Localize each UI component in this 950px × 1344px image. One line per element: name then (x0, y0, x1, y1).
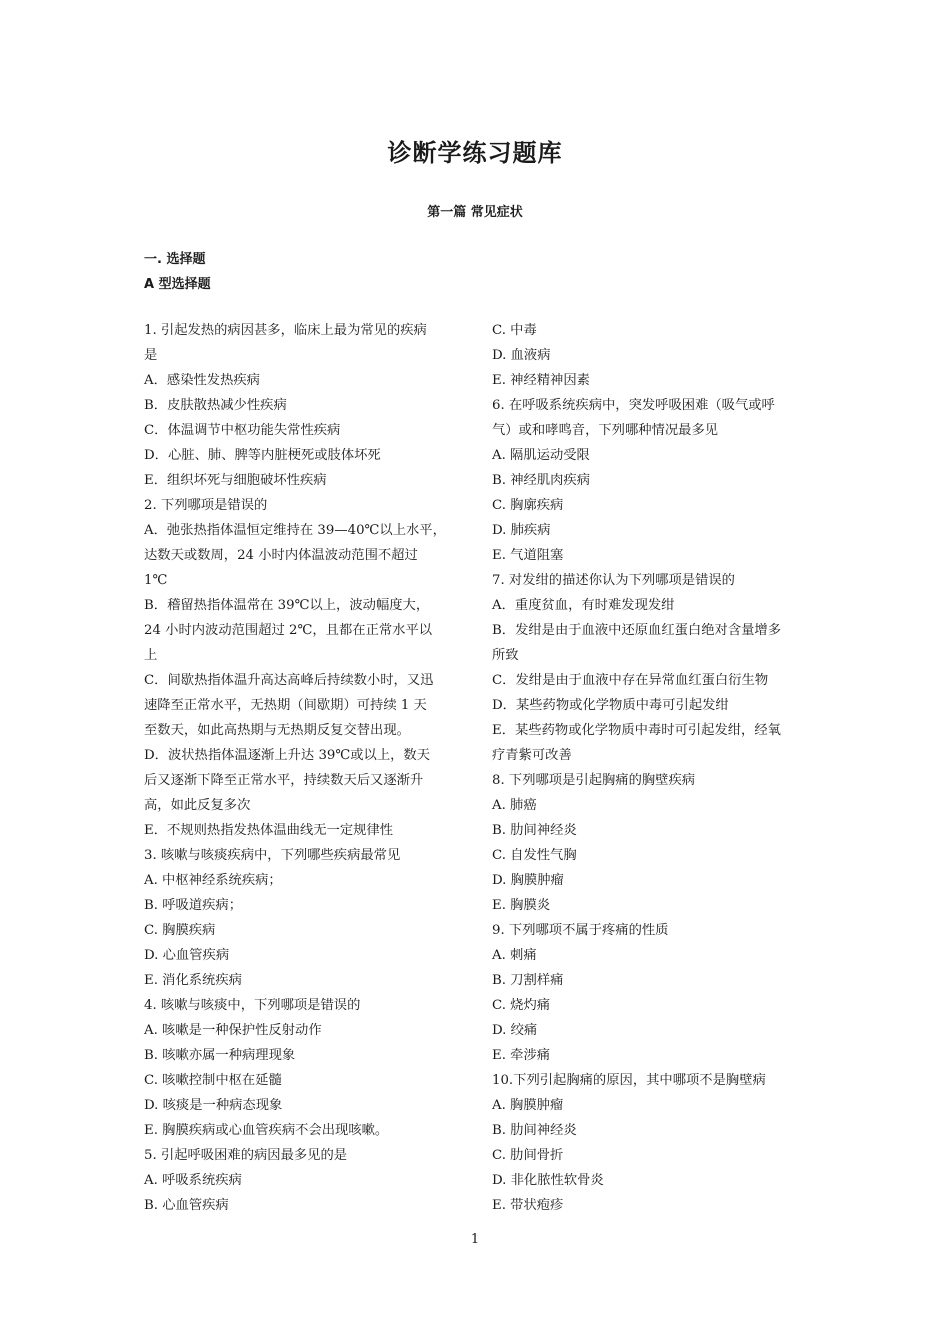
text-line: 5. 引起呼吸困难的病因最多见的是 (144, 1148, 348, 1163)
text-line: 2. 下列哪项是错误的 (144, 498, 268, 513)
text-line: B. 刀割样痛 (492, 973, 564, 988)
text-line: 7. 对发绀的描述你认为下列哪项是错误的 (492, 573, 735, 588)
text-line: 9. 下列哪项不属于疼痛的性质 (492, 923, 669, 938)
right-column (492, 318, 810, 1218)
text-line: C. 胸廓疾病 (492, 498, 564, 513)
text-line: A．重度贫血，有时难发现发绀 (492, 598, 675, 613)
text-line: C. 中毒 (492, 323, 537, 338)
text-line: 疗青紫可改善 (492, 748, 572, 763)
text-line: B．发绀是由于血液中还原血红蛋白绝对含量增多 (492, 623, 782, 638)
text-line: A. 咳嗽是一种保护性反射动作 (144, 1023, 322, 1038)
text-line: B. 神经肌肉疾病 (492, 473, 591, 488)
text-line: E．不规则热指发热体温曲线无一定规律性 (144, 823, 394, 838)
text-line: C. 烧灼痛 (492, 998, 551, 1013)
text-line: 1. 引起发热的病因甚多，临床上最为常见的疾病 (144, 323, 427, 338)
text-line: D. 心血管疾病 (144, 948, 230, 963)
text-line: C. 肋间骨折 (492, 1148, 564, 1163)
text-line: B．皮肤散热减少性疾病 (144, 398, 287, 413)
text-line: D. 绞痛 (492, 1023, 538, 1038)
text-line: B. 心血管疾病 (144, 1198, 229, 1213)
text-line: 至数天，如此高热期与无热期反复交替出现。 (144, 723, 410, 738)
text-line: E. 牵涉痛 (492, 1048, 551, 1063)
text-line: B. 肋间神经炎 (492, 823, 577, 838)
text-line: 是 (144, 348, 158, 363)
text-line: B. 呼吸道疾病； (144, 898, 243, 913)
text-line: 4. 咳嗽与咳痰中，下列哪项是错误的 (144, 998, 361, 1013)
text-line: D. 非化脓性软骨炎 (492, 1173, 604, 1188)
text-line: B. 肋间神经炎 (492, 1123, 577, 1138)
text-line: A. 刺痛 (492, 948, 537, 963)
text-line: 1℃ (144, 573, 168, 588)
text-line: C. 自发性气胸 (492, 848, 577, 863)
text-line: B. 咳嗽亦属一种病理现象 (144, 1048, 296, 1063)
text-line: C．体温调节中枢功能失常性疾病 (144, 423, 341, 438)
text-line: E．某些药物或化学物质中毒时可引起发绀，经氧 (492, 723, 781, 738)
text-line: 后又逐渐下降至正常水平，持续数天后又逐渐升 (144, 773, 424, 788)
text-line: A. 胸膜肿瘤 (492, 1098, 564, 1113)
text-line: 上 (144, 648, 158, 663)
text-line: 所致 (492, 648, 519, 663)
text-line: A. 隔肌运动受限 (492, 448, 590, 463)
text-line: D. 血液病 (492, 348, 551, 363)
text-line: A．弛张热指体温恒定维持在 39—40℃以上水平， (144, 523, 446, 538)
text-line: E. 气道阻塞 (492, 548, 564, 563)
text-line: E. 带状疱疹 (492, 1198, 564, 1213)
text-line: A. 呼吸系统疾病 (144, 1173, 242, 1188)
text-line: A. 肺癌 (492, 798, 537, 813)
left-column (144, 318, 462, 1218)
text-line: 3. 咳嗽与咳痰疾病中，下列哪些疾病最常见 (144, 848, 401, 863)
subsection-heading: A 型选择题 (144, 277, 211, 292)
text-line: 8. 下列哪项是引起胸痛的胸壁疾病 (492, 773, 696, 788)
text-line: C．间歇热指体温升高达高峰后持续数小时，又迅 (144, 673, 434, 688)
section-heading: 一. 选择题 (144, 252, 206, 267)
text-line: A．感染性发热疾病 (144, 373, 260, 388)
page-number: 1 (470, 1232, 480, 1247)
text-line: D. 咳痰是一种病态现象 (144, 1098, 283, 1113)
text-line: D．波状热指体温逐渐上升达 39℃或以上，数天 (144, 748, 431, 763)
text-line: D．某些药物或化学物质中毒可引起发绀 (492, 698, 729, 713)
text-line: E. 神经精神因素 (492, 373, 590, 388)
text-line: E. 胸膜炎 (492, 898, 551, 913)
part-heading: 第一篇 常见症状 (427, 205, 523, 220)
text-line: C. 胸膜疾病 (144, 923, 216, 938)
text-line: 达数天或数周，24 小时内体温波动范围不超过 (144, 548, 418, 563)
text-line: D. 肺疾病 (492, 523, 551, 538)
text-line: 10.下列引起胸痛的原因，其中哪项不是胸壁病 (492, 1073, 766, 1088)
text-line: C．发绀是由于血液中存在异常血红蛋白衍生物 (492, 673, 769, 688)
text-line: A. 中枢神经系统疾病； (144, 873, 282, 888)
text-line: C. 咳嗽控制中枢在延髓 (144, 1073, 282, 1088)
text-line: E. 消化系统疾病 (144, 973, 242, 988)
text-line: E．组织坏死与细胞破坏性疾病 (144, 473, 327, 488)
text-line: B．稽留热指体温常在 39℃以上，波动幅度大， (144, 598, 430, 613)
text-line: D．心脏、肺、脾等内脏梗死或肢体坏死 (144, 448, 381, 463)
text-line: E. 胸膜疾病或心血管疾病不会出现咳嗽。 (144, 1123, 389, 1138)
document-title: 诊断学练习题库 (387, 139, 563, 167)
text-line: 6. 在呼吸系统疾病中，突发呼吸困难（吸气或呼 (492, 398, 775, 413)
text-line: 高，如此反复多次 (144, 798, 251, 813)
text-line: 24 小时内波动范围超过 2℃，且都在正常水平以 (144, 623, 433, 638)
text-line: D. 胸膜肿瘤 (492, 873, 564, 888)
text-line: 气）或和哮鸣音，下列哪种情况最多见 (492, 423, 719, 438)
text-line: 速降至正常水平，无热期（间歇期）可持续 1 天 (144, 698, 427, 713)
